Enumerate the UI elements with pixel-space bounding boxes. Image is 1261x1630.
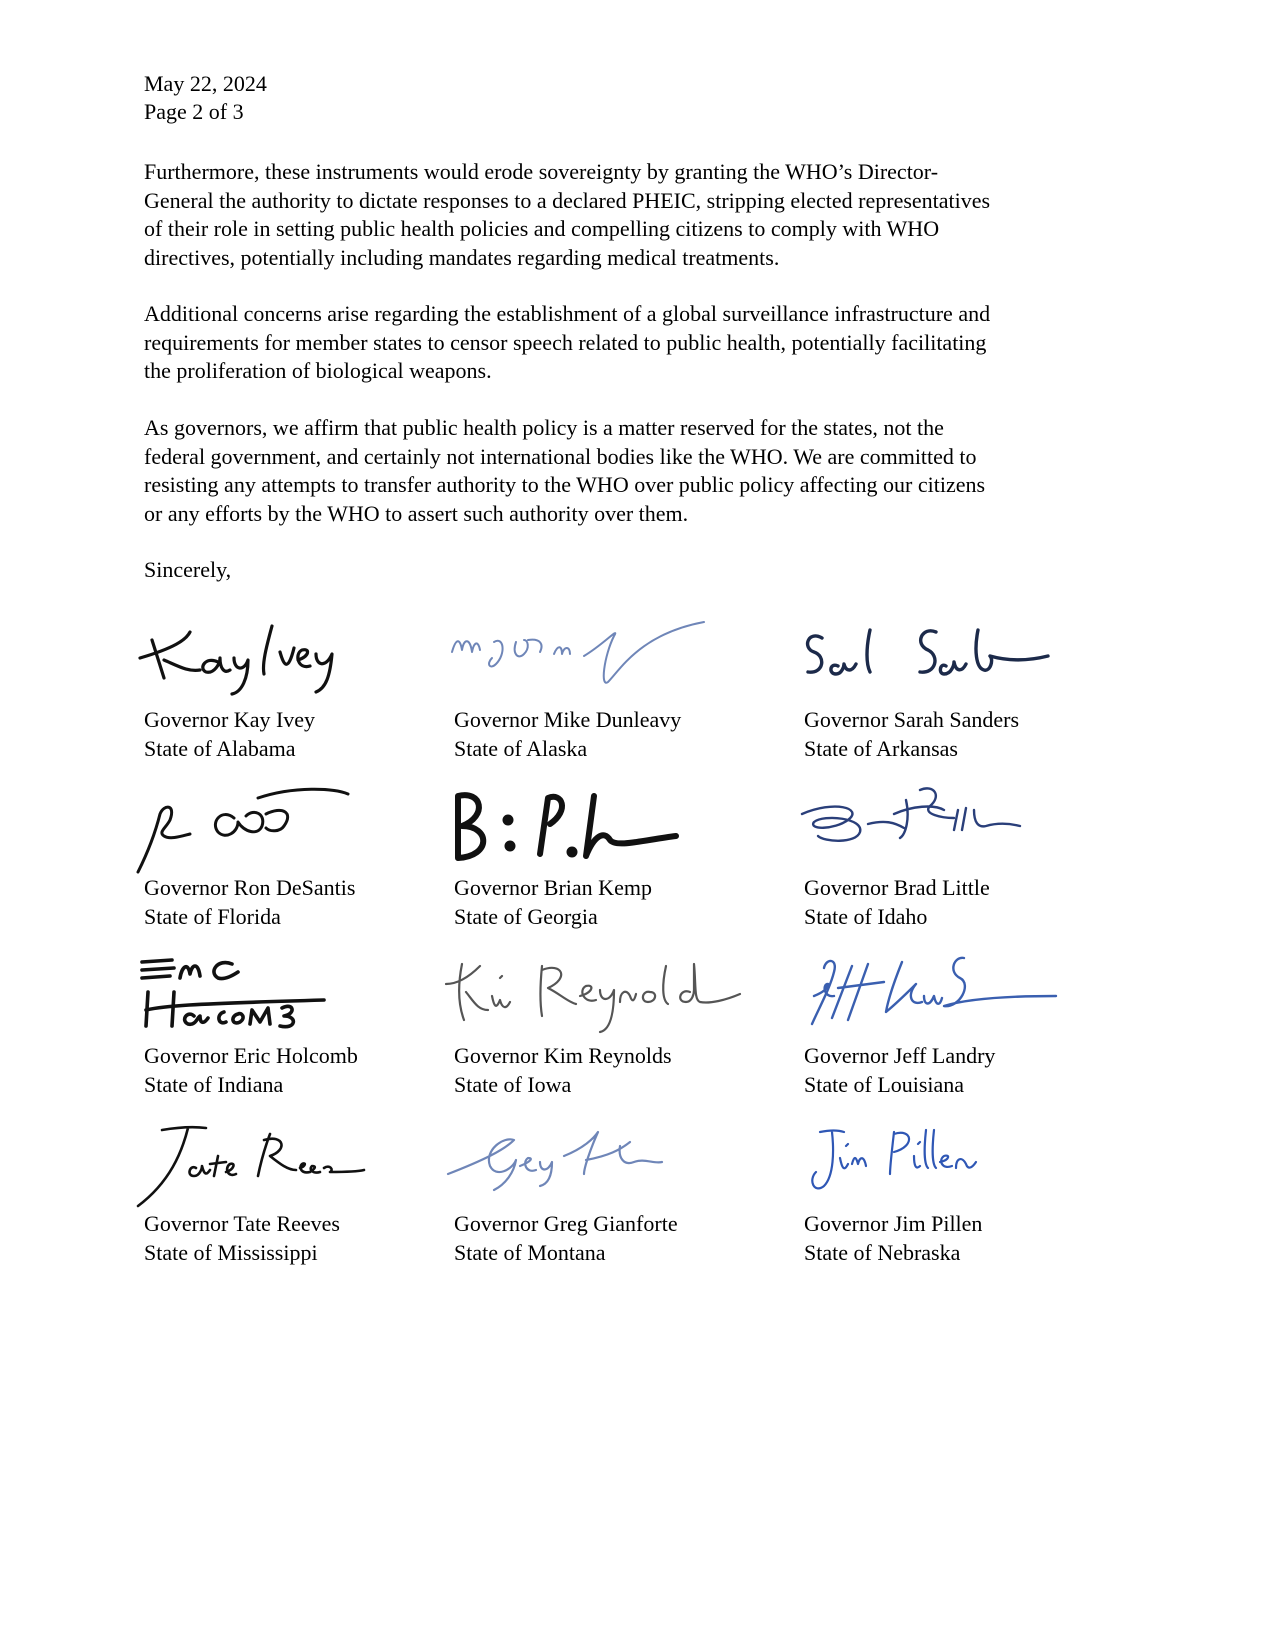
signatory-name: Governor Kay Ivey bbox=[144, 707, 316, 732]
signatory-name: Governor Mike Dunleavy bbox=[454, 707, 682, 732]
signatory-name: Governor Eric Holcomb bbox=[144, 1043, 358, 1068]
signatory-name: Governor Sarah Sanders bbox=[804, 707, 1020, 732]
signatory-state: State of Idaho bbox=[804, 903, 928, 929]
signatory-name: Governor Jeff Landry bbox=[804, 1043, 996, 1068]
signature-image-sarah-sanders bbox=[794, 608, 1094, 718]
signatory-state: State of Montana bbox=[454, 1239, 606, 1265]
closing-salutation: Sincerely, bbox=[144, 557, 232, 582]
signature-image-kay-ivey bbox=[134, 608, 434, 718]
signatory-state: State of Alaska bbox=[454, 735, 588, 761]
signature-image-jeff-landry bbox=[794, 944, 1094, 1054]
signature-image-jim-pillen bbox=[794, 1110, 1094, 1220]
signatory-name: Governor Brad Little bbox=[804, 875, 990, 900]
paragraph-sovereignty bbox=[144, 158, 1124, 272]
signatory-state: State of Alabama bbox=[144, 735, 296, 761]
signature-image-brad-little bbox=[794, 774, 1094, 884]
paragraph-line: Additional concerns arise regarding the establishment of a global surveillance infrastructure and bbox=[144, 301, 991, 326]
paragraph-line: or any efforts by the WHO to assert such authority over them. bbox=[144, 500, 689, 526]
signatory-state: State of Florida bbox=[144, 903, 281, 929]
paragraph-line: Furthermore, these instruments would erode sovereignty by granting the WHO’s Director- bbox=[144, 159, 939, 184]
signatory-state: State of Nebraska bbox=[804, 1239, 961, 1265]
paragraph-line: of their role in setting public health policies and compelling citizens to comply with WHO bbox=[144, 216, 940, 241]
paragraph-line: As governors, we affirm that public health policy is a matter reserved for the states, not the bbox=[144, 415, 944, 440]
signatory-state: State of Iowa bbox=[454, 1071, 572, 1097]
signature-image-ron-desantis bbox=[134, 774, 434, 884]
paragraph-line: General the authority to dictate responses to a declared PHEIC, stripping elected representatives bbox=[144, 187, 991, 213]
signature-image-kim-reynolds bbox=[444, 944, 744, 1054]
signatory-name: Governor Greg Gianforte bbox=[454, 1211, 678, 1236]
paragraph-line: the proliferation of biological weapons. bbox=[144, 358, 492, 383]
paragraph-line: federal government, and certainly not international bodies like the WHO. We are committed to bbox=[144, 443, 977, 469]
paragraph-affirmation bbox=[144, 414, 1124, 528]
signature-image-greg-gianforte bbox=[444, 1110, 744, 1220]
signatory-state: State of Indiana bbox=[144, 1071, 284, 1097]
signature-image-mike-dunleavy bbox=[444, 608, 744, 718]
signatory-name: Governor Jim Pillen bbox=[804, 1211, 983, 1236]
signature-image-tate-reeves bbox=[134, 1110, 434, 1220]
paragraph-line: requirements for member states to censor speech related to public health, potentially facilitating bbox=[144, 329, 987, 355]
paragraph-line: resisting any attempts to transfer authority to the WHO over public policy affecting our citizens bbox=[144, 472, 986, 497]
signatory-state: State of Arkansas bbox=[804, 735, 958, 761]
signatory-state: State of Louisiana bbox=[804, 1071, 965, 1097]
paragraph-surveillance bbox=[144, 300, 1124, 386]
signature-image-eric-holcomb bbox=[134, 944, 434, 1054]
paragraph-line: directives, potentially including mandates regarding medical treatments. bbox=[144, 244, 780, 270]
signatory-name: Governor Ron DeSantis bbox=[144, 875, 356, 900]
page-number: Page 2 of 3 bbox=[144, 99, 244, 124]
letter-header bbox=[144, 70, 267, 126]
signatory-name: Governor Tate Reeves bbox=[144, 1211, 340, 1236]
letter-date: May 22, 2024 bbox=[144, 71, 267, 96]
signatory-state: State of Mississippi bbox=[144, 1239, 318, 1265]
signature-image-brian-kemp bbox=[444, 774, 744, 884]
signatory-name: Governor Brian Kemp bbox=[454, 875, 652, 900]
signatory-name: Governor Kim Reynolds bbox=[454, 1043, 672, 1068]
signatory-state: State of Georgia bbox=[454, 903, 598, 929]
